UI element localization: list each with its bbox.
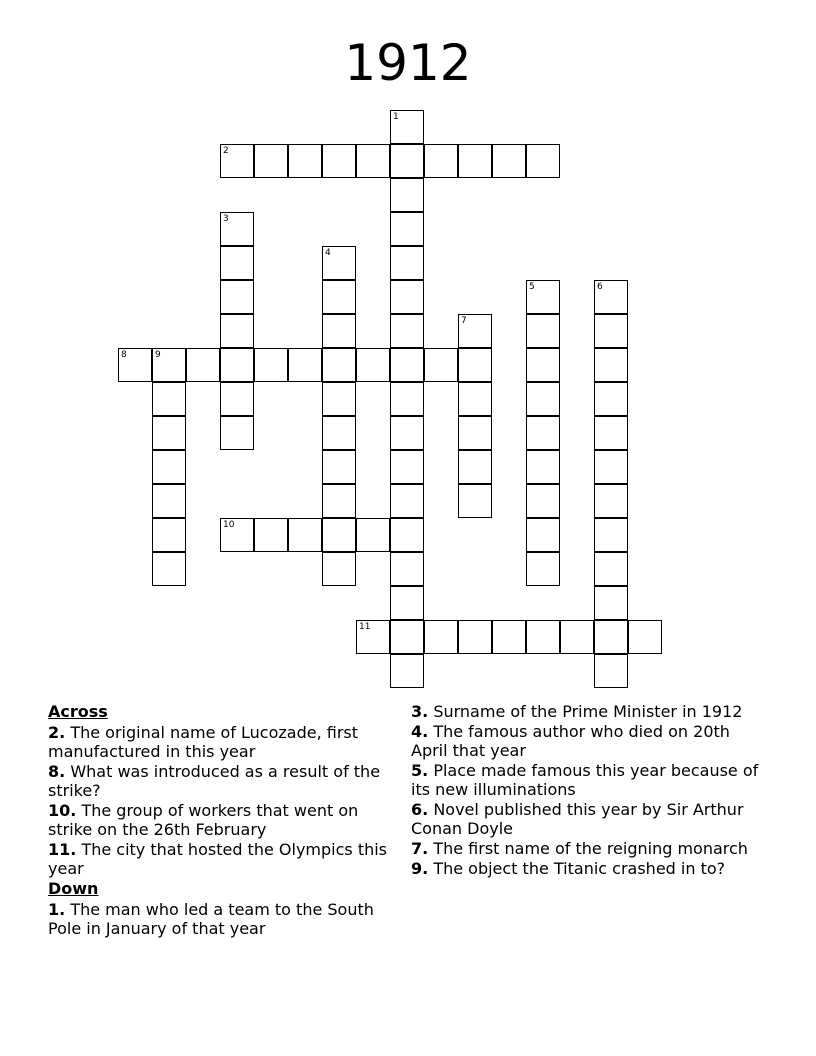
- grid-cell[interactable]: [220, 314, 254, 348]
- clue-text: The original name of Lucozade, first manufactured in this year: [48, 723, 359, 761]
- clue-number: 4.: [411, 722, 429, 741]
- grid-cell[interactable]: [220, 144, 254, 178]
- clue-number: 6.: [411, 800, 429, 819]
- grid-cell[interactable]: [594, 280, 628, 314]
- grid-cell[interactable]: [526, 620, 560, 654]
- grid-cell[interactable]: [594, 552, 628, 586]
- grid-cell[interactable]: [594, 654, 628, 688]
- page-title: 1912: [344, 34, 472, 92]
- grid-cell[interactable]: [526, 144, 560, 178]
- grid-cell[interactable]: [458, 416, 492, 450]
- clue-number: 2.: [48, 723, 66, 742]
- grid-cell[interactable]: [390, 110, 424, 144]
- grid-cell[interactable]: [526, 280, 560, 314]
- grid-cell[interactable]: [390, 246, 424, 280]
- clue-number: 1.: [48, 900, 66, 919]
- clue-text: The city that hosted the Olympics this year: [48, 840, 388, 878]
- grid-cell[interactable]: [594, 450, 628, 484]
- grid-cell[interactable]: [594, 518, 628, 552]
- grid-cell[interactable]: [390, 416, 424, 450]
- clue-number: 3.: [411, 702, 429, 721]
- grid-cell[interactable]: [458, 450, 492, 484]
- cell-number: 8: [121, 350, 127, 360]
- clue-text: The object the Titanic crashed in to?: [433, 859, 726, 878]
- clue-number: 8.: [48, 762, 66, 781]
- clues-right-column: [411, 702, 761, 879]
- grid-cell[interactable]: [458, 382, 492, 416]
- cell-number: 10: [223, 520, 235, 530]
- grid-cell[interactable]: [424, 348, 458, 382]
- grid-cell[interactable]: [356, 144, 390, 178]
- grid-cell[interactable]: [322, 246, 356, 280]
- grid-cell[interactable]: [492, 144, 526, 178]
- grid-cell[interactable]: [152, 518, 186, 552]
- cell-number: 11: [359, 622, 371, 632]
- grid-cell[interactable]: [594, 620, 628, 654]
- down-heading: Down: [48, 879, 99, 898]
- grid-cell[interactable]: [220, 382, 254, 416]
- grid-cell[interactable]: [390, 382, 424, 416]
- clue-across-8: [48, 762, 398, 800]
- grid-cell[interactable]: [390, 212, 424, 246]
- grid-cell[interactable]: [254, 518, 288, 552]
- grid-cell[interactable]: [220, 280, 254, 314]
- grid-cell[interactable]: [186, 348, 220, 382]
- grid-cell[interactable]: [390, 518, 424, 552]
- grid-cell[interactable]: [594, 382, 628, 416]
- clue-down-5: [411, 761, 761, 799]
- grid-cell[interactable]: [152, 450, 186, 484]
- grid-cell[interactable]: [458, 314, 492, 348]
- grid-cell[interactable]: [560, 620, 594, 654]
- grid-cell[interactable]: [390, 314, 424, 348]
- grid-cell[interactable]: [594, 314, 628, 348]
- grid-cell[interactable]: [390, 654, 424, 688]
- clue-number: 5.: [411, 761, 429, 780]
- grid-cell[interactable]: [594, 416, 628, 450]
- grid-cell[interactable]: [492, 620, 526, 654]
- grid-cell[interactable]: [628, 620, 662, 654]
- grid-cell[interactable]: [322, 552, 356, 586]
- grid-cell[interactable]: [322, 348, 356, 382]
- grid-cell[interactable]: [458, 144, 492, 178]
- grid-cell[interactable]: [322, 144, 356, 178]
- clue-text: The group of workers that went on strike on the 26th February: [48, 801, 359, 839]
- grid-cell[interactable]: [152, 348, 186, 382]
- grid-cell[interactable]: [322, 450, 356, 484]
- clue-text: Surname of the Prime Minister in 1912: [433, 702, 743, 721]
- clue-text: What was introduced as a result of the strike?: [48, 762, 381, 800]
- grid-cell[interactable]: [288, 348, 322, 382]
- grid-cell[interactable]: [526, 552, 560, 586]
- clue-number: 7.: [411, 839, 429, 858]
- grid-cell[interactable]: [458, 348, 492, 382]
- cell-number: 1: [393, 112, 399, 122]
- grid-cell[interactable]: [152, 382, 186, 416]
- grid-cell[interactable]: [526, 348, 560, 382]
- clue-down-3: [411, 702, 761, 721]
- grid-cell[interactable]: [458, 620, 492, 654]
- grid-cell[interactable]: [152, 552, 186, 586]
- grid-cell[interactable]: [390, 450, 424, 484]
- clue-number: 10.: [48, 801, 77, 820]
- grid-cell[interactable]: [220, 348, 254, 382]
- grid-cell[interactable]: [390, 484, 424, 518]
- clue-text: The famous author who died on 20th April that year: [411, 722, 730, 760]
- clue-text: Novel published this year by Sir Arthur Conan Doyle: [411, 800, 744, 838]
- grid-cell[interactable]: [288, 144, 322, 178]
- grid-cell[interactable]: [220, 246, 254, 280]
- cell-number: 5: [529, 282, 535, 292]
- clue-down-4: [411, 722, 761, 760]
- cell-number: 2: [223, 146, 229, 156]
- clue-number: 11.: [48, 840, 77, 859]
- grid-cell[interactable]: [526, 314, 560, 348]
- grid-cell[interactable]: [390, 348, 424, 382]
- clue-down-6: [411, 800, 761, 838]
- cell-number: 7: [461, 316, 467, 326]
- cell-number: 3: [223, 214, 229, 224]
- grid-cell[interactable]: [322, 382, 356, 416]
- clue-across-10: [48, 801, 398, 839]
- grid-cell[interactable]: [390, 280, 424, 314]
- grid-cell[interactable]: [356, 348, 390, 382]
- grid-cell[interactable]: [594, 348, 628, 382]
- clue-down-9: [411, 859, 761, 878]
- grid-cell[interactable]: [152, 484, 186, 518]
- grid-cell[interactable]: [152, 416, 186, 450]
- grid-cell[interactable]: [118, 348, 152, 382]
- cell-number: 6: [597, 282, 603, 292]
- grid-cell[interactable]: [220, 518, 254, 552]
- grid-cell[interactable]: [356, 518, 390, 552]
- across-heading: Across: [48, 702, 108, 721]
- grid-cell[interactable]: [526, 450, 560, 484]
- grid-cell[interactable]: [390, 620, 424, 654]
- grid-cell[interactable]: [424, 620, 458, 654]
- grid-cell[interactable]: [390, 586, 424, 620]
- grid-cell[interactable]: [526, 518, 560, 552]
- cell-number: 9: [155, 350, 161, 360]
- grid-cell[interactable]: [458, 484, 492, 518]
- clue-down-7: [411, 839, 761, 858]
- grid-cell[interactable]: [322, 416, 356, 450]
- grid-cell[interactable]: [322, 314, 356, 348]
- grid-cell[interactable]: [322, 518, 356, 552]
- clue-down-1: [48, 900, 398, 938]
- clue-number: 9.: [411, 859, 429, 878]
- grid-cell[interactable]: [322, 484, 356, 518]
- grid-cell[interactable]: [254, 144, 288, 178]
- grid-cell[interactable]: [288, 518, 322, 552]
- clue-text: Place made famous this year because of its new illuminations: [411, 761, 759, 799]
- clue-text: The man who led a team to the South Pole in January of that year: [48, 900, 374, 938]
- cell-number: 4: [325, 248, 331, 258]
- grid-cell[interactable]: [424, 144, 458, 178]
- grid-cell[interactable]: [526, 416, 560, 450]
- grid-cell[interactable]: [220, 212, 254, 246]
- grid-cell[interactable]: [526, 484, 560, 518]
- grid-cell[interactable]: [390, 552, 424, 586]
- grid-cell[interactable]: [356, 620, 390, 654]
- clue-across-11: [48, 840, 398, 878]
- grid-cell[interactable]: [594, 586, 628, 620]
- grid-cell[interactable]: [254, 348, 288, 382]
- grid-cell[interactable]: [220, 416, 254, 450]
- clue-text: The first name of the reigning monarch: [433, 839, 748, 858]
- grid-cell[interactable]: [322, 280, 356, 314]
- clues-left-column: [48, 702, 398, 939]
- grid-cell[interactable]: [526, 382, 560, 416]
- grid-cell[interactable]: [594, 484, 628, 518]
- grid-cell[interactable]: [390, 178, 424, 212]
- grid-cell[interactable]: [390, 144, 424, 178]
- clue-across-2: [48, 723, 398, 761]
